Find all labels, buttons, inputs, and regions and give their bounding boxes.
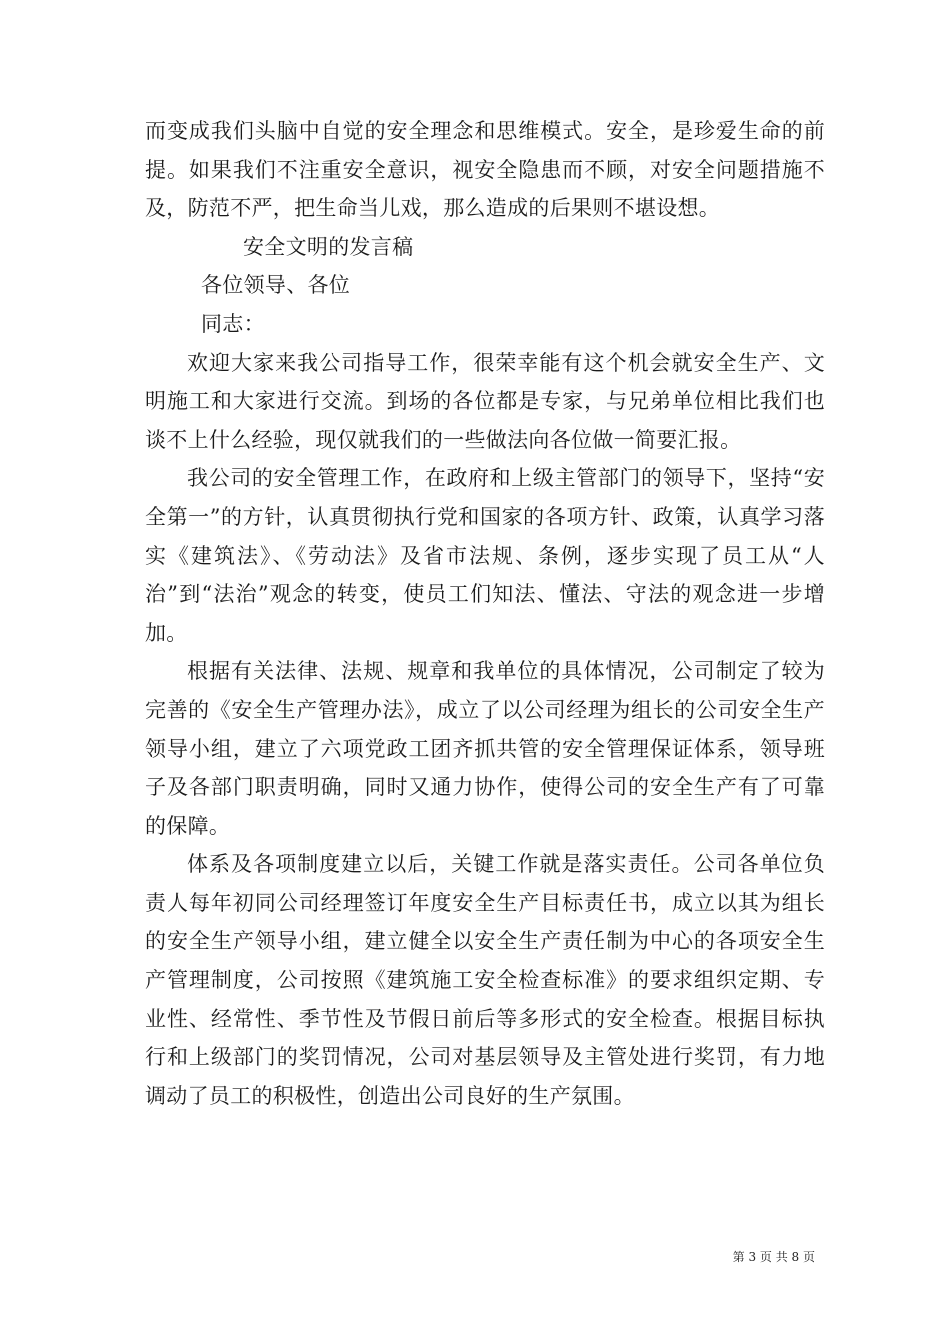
- body-paragraph-4: 体系及各项制度建立以后，关键工作就是落实责任。公司各单位负责人每年初同公司经理签订年度安全生产目标责任书，成立以其为组长的安全生产领导小组，建立健全以安全生产责任制为中心的各项安全生产管理制度，公司按照《建筑施工安全检查标准》的要求组织定期、专业性、经常性、季节性及节假日前后等多形式的安全检查。根据目标执行和上级部门的奖罚情况，公司对基层领导及主管处进行奖罚，有力地调动了员工的积极性，创造出公司良好的生产氛围。: [145, 852, 825, 1108]
- salutation-line-1: 各位领导、各位: [201, 273, 351, 298]
- speech-title: 安全文明的发言稿: [243, 234, 414, 259]
- document-body: [145, 112, 825, 1115]
- continued-paragraph: 而变成我们头脑中自觉的安全理念和思维模式。安全，是珍爱生命的前提。如果我们不注重安全意识，视安全隐患而不顾，对安全问题措施不及，防范不严，把生命当儿戏，那么造成的后果则不堪设想。: [145, 119, 825, 221]
- body-paragraph-2: 我公司的安全管理工作，在政府和上级主管部门的领导下，坚持“安全第一”的方针，认真贯彻执行党和国家的各项方针、政策，认真学习落实《建筑法》、《劳动法》及省市法规、条例，逐步实现了员工从“人治”到“法治”观念的转变，使员工们知法、懂法、守法的观念进一步增加。: [145, 466, 825, 645]
- body-paragraph-3: 根据有关法律、法规、规章和我单位的具体情况，公司制定了较为完善的《安全生产管理办法》，成立了以公司经理为组长的公司安全生产领导小组，建立了六项党政工团齐抓共管的安全管理保证体系，领导班子及各部门职责明确，同时又通力协作，使得公司的安全生产有了可靠的保障。: [145, 659, 825, 838]
- page-number-footer: 第 3 页 共 8 页: [732, 1250, 815, 1264]
- body-paragraph-1: 欢迎大家来我公司指导工作，很荣幸能有这个机会就安全生产、文明施工和大家进行交流。到场的各位都是专家，与兄弟单位相比我们也谈不上什么经验，现仅就我们的一些做法向各位做一简要汇报。: [145, 350, 825, 452]
- salutation-line-2: 同志：: [201, 311, 265, 336]
